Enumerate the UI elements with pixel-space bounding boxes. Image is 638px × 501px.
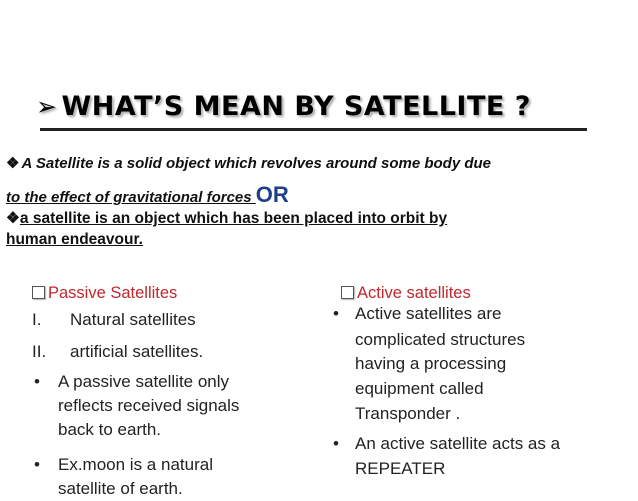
bullet-icon: • [333, 434, 339, 453]
bullet-text-line: Active satellites are [355, 304, 502, 323]
definition-1-line-1 [6, 154, 491, 172]
bullet-text-line: An active satellite acts as a [355, 434, 561, 453]
list-item [355, 328, 525, 352]
title-divider [40, 128, 587, 131]
bullet-text-line: back to earth. [58, 420, 162, 439]
slide-title-text: WHAT’S MEAN BY SATELLITE ? [61, 90, 531, 122]
definition-2-line-1 [6, 209, 447, 228]
bullet-text-line: having a processing [355, 354, 507, 373]
passive-heading-text: Passive Satellites [48, 284, 178, 302]
slide-title [36, 86, 596, 126]
arrow-bullet-icon: ➢ [36, 91, 58, 121]
definition-1-text-2: to the effect of gravitational forces [6, 189, 256, 206]
definition-1-text-1: A Satellite is a solid object which revolves around some body due [21, 155, 492, 172]
definition-2-line-2 [6, 231, 143, 249]
definition-1-line-2 [6, 182, 289, 208]
list-item-number: II. [32, 342, 47, 361]
bullet-icon: • [34, 372, 40, 391]
definition-2-text-2: human endeavour. [6, 231, 143, 248]
list-item [32, 308, 196, 332]
list-item [355, 402, 460, 426]
bullet-text-line: satellite of earth. [58, 479, 183, 498]
active-heading [341, 284, 471, 303]
list-item [58, 453, 213, 477]
list-item [58, 394, 239, 418]
list-item [355, 432, 560, 456]
bullet-icon: • [333, 304, 339, 323]
list-item [355, 377, 484, 401]
checkbox-bullet-icon [341, 286, 354, 299]
definition-2-text-1: a satellite is an object which has been placed into orbit by [19, 210, 448, 227]
or-label: OR [255, 182, 289, 207]
list-item-number: I. [32, 310, 42, 329]
checkbox-bullet-icon [32, 286, 45, 299]
list-item [58, 418, 161, 442]
passive-heading [32, 284, 177, 303]
list-item-text: Natural satellites [70, 310, 196, 329]
bullet-text-line: Ex.moon is a natural [58, 455, 213, 474]
list-item [32, 340, 204, 364]
bullet-text-line: equipment called [355, 379, 484, 398]
list-item [355, 352, 506, 376]
bullet-text-line: complicated structures [355, 330, 526, 349]
list-item-text: artificial satellites. [70, 342, 204, 361]
list-item [355, 457, 445, 481]
list-item [58, 477, 183, 501]
bullet-icon: • [34, 455, 40, 474]
bullet-text-line: reflects received signals [58, 396, 240, 415]
diamond-bullet-icon: ❖ [6, 210, 20, 227]
diamond-bullet-icon: ❖ [6, 155, 20, 172]
passive-list [32, 308, 332, 498]
bullet-text-line: A passive satellite only [58, 372, 230, 391]
bullet-text-line: REPEATER [355, 459, 446, 478]
list-item [355, 302, 501, 326]
bullet-text-line: Transponder . [355, 404, 461, 423]
active-list [333, 302, 633, 479]
active-heading-text: Active satellites [357, 284, 471, 302]
list-item [58, 370, 229, 394]
